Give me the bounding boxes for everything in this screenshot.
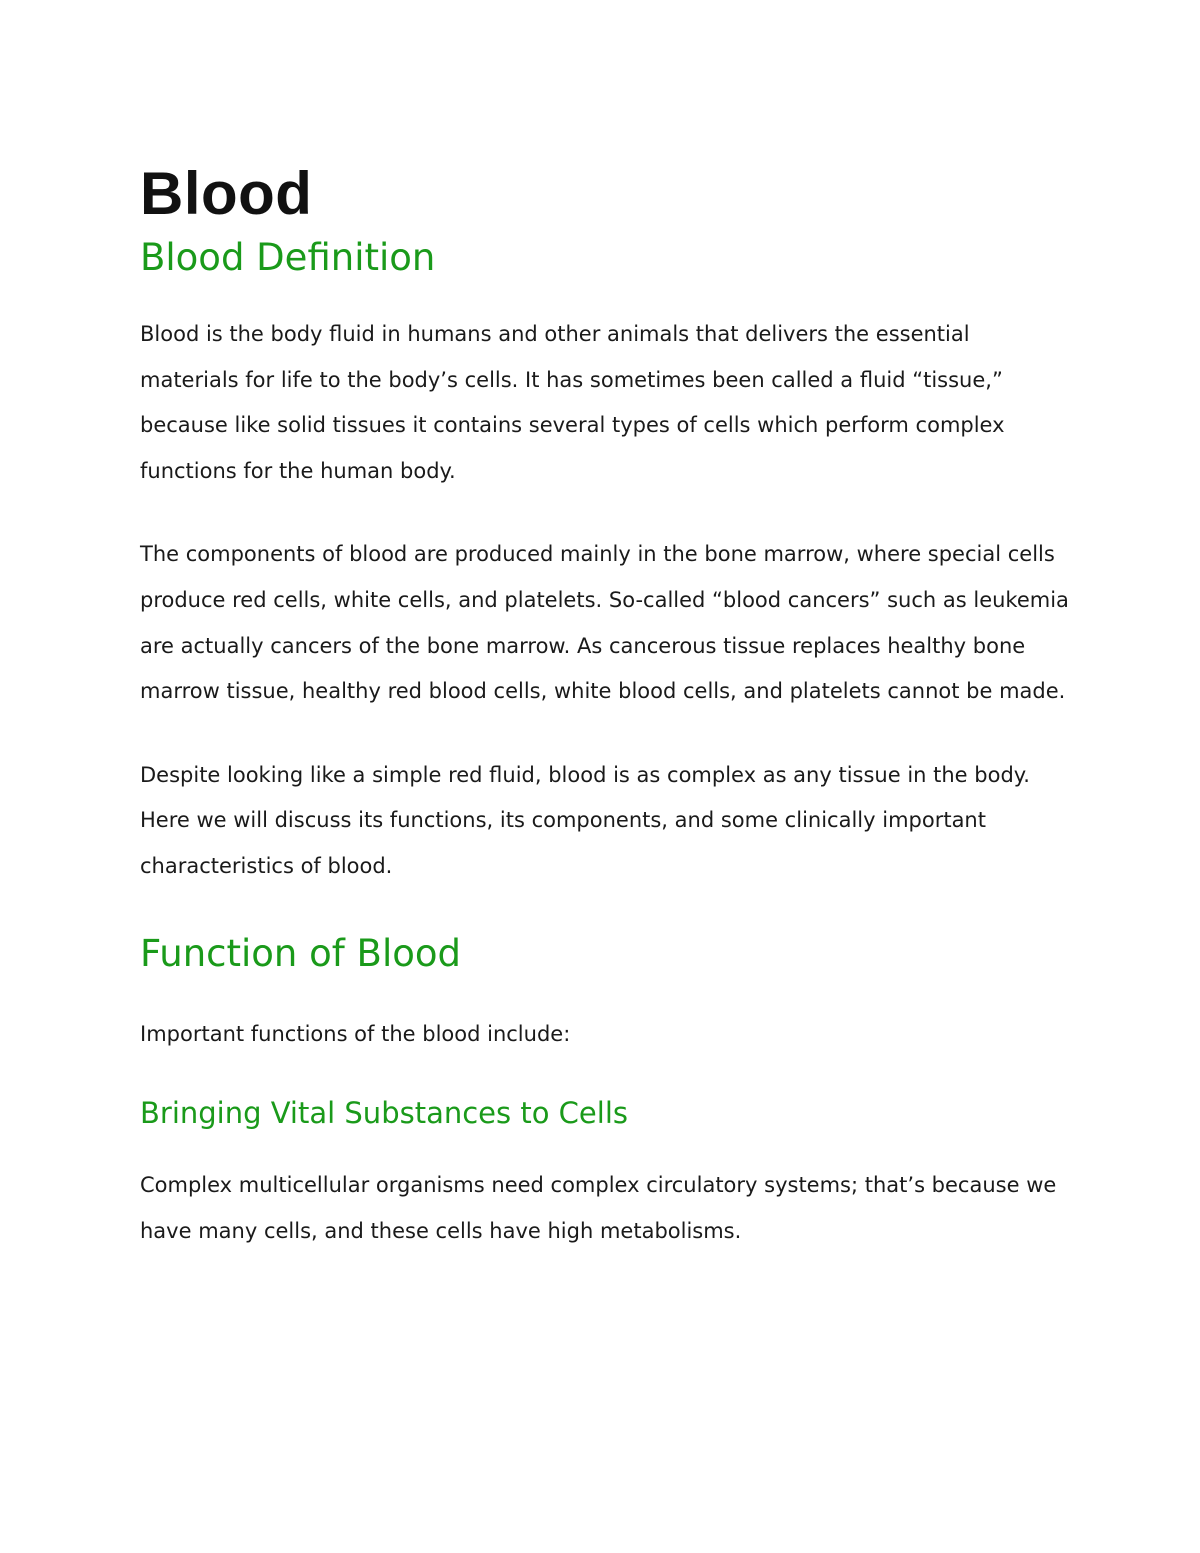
function-intro-paragraph: Important functions of the blood include: [140,1021,571,1046]
section-heading-blood-definition: Blood Definition [140,236,436,279]
subsection-heading-bringing-vital-substances: Bringing Vital Substances to Cells [140,1096,628,1131]
subsection-paragraph: Complex multicellular organisms need complex circulatory systems; that’s because we have many cells, and these cells have high metabolisms. [140,1173,1057,1243]
section-heading-function-of-blood: Function of Blood [140,931,461,975]
document-title: Blood [140,160,313,227]
document-page [140,158,1070,1254]
definition-paragraph-3: Despite looking like a simple red fluid, blood is as complex as any tissue in the body. Here we will discuss its functions, its components, and some clinically important characteristics of blood. [140,762,1030,878]
definition-paragraph-1: Blood is the body fluid in humans and other animals that delivers the essential materials for life to the body’s cells. It has sometimes been called a fluid “tissue,” because like solid tissues it contains several types of cells which perform complex functions for the human body. [140,322,1005,483]
definition-paragraph-2: The components of blood are produced mainly in the bone marrow, where special cells produce red cells, white cells, and platelets. So-called “blood cancers” such as leukemia are actually cancers of the bone marrow. As cancerous tissue replaces healthy bone marrow tissue, healthy red blood cells, white blood cells, and platelets cannot be made. [140,542,1069,704]
